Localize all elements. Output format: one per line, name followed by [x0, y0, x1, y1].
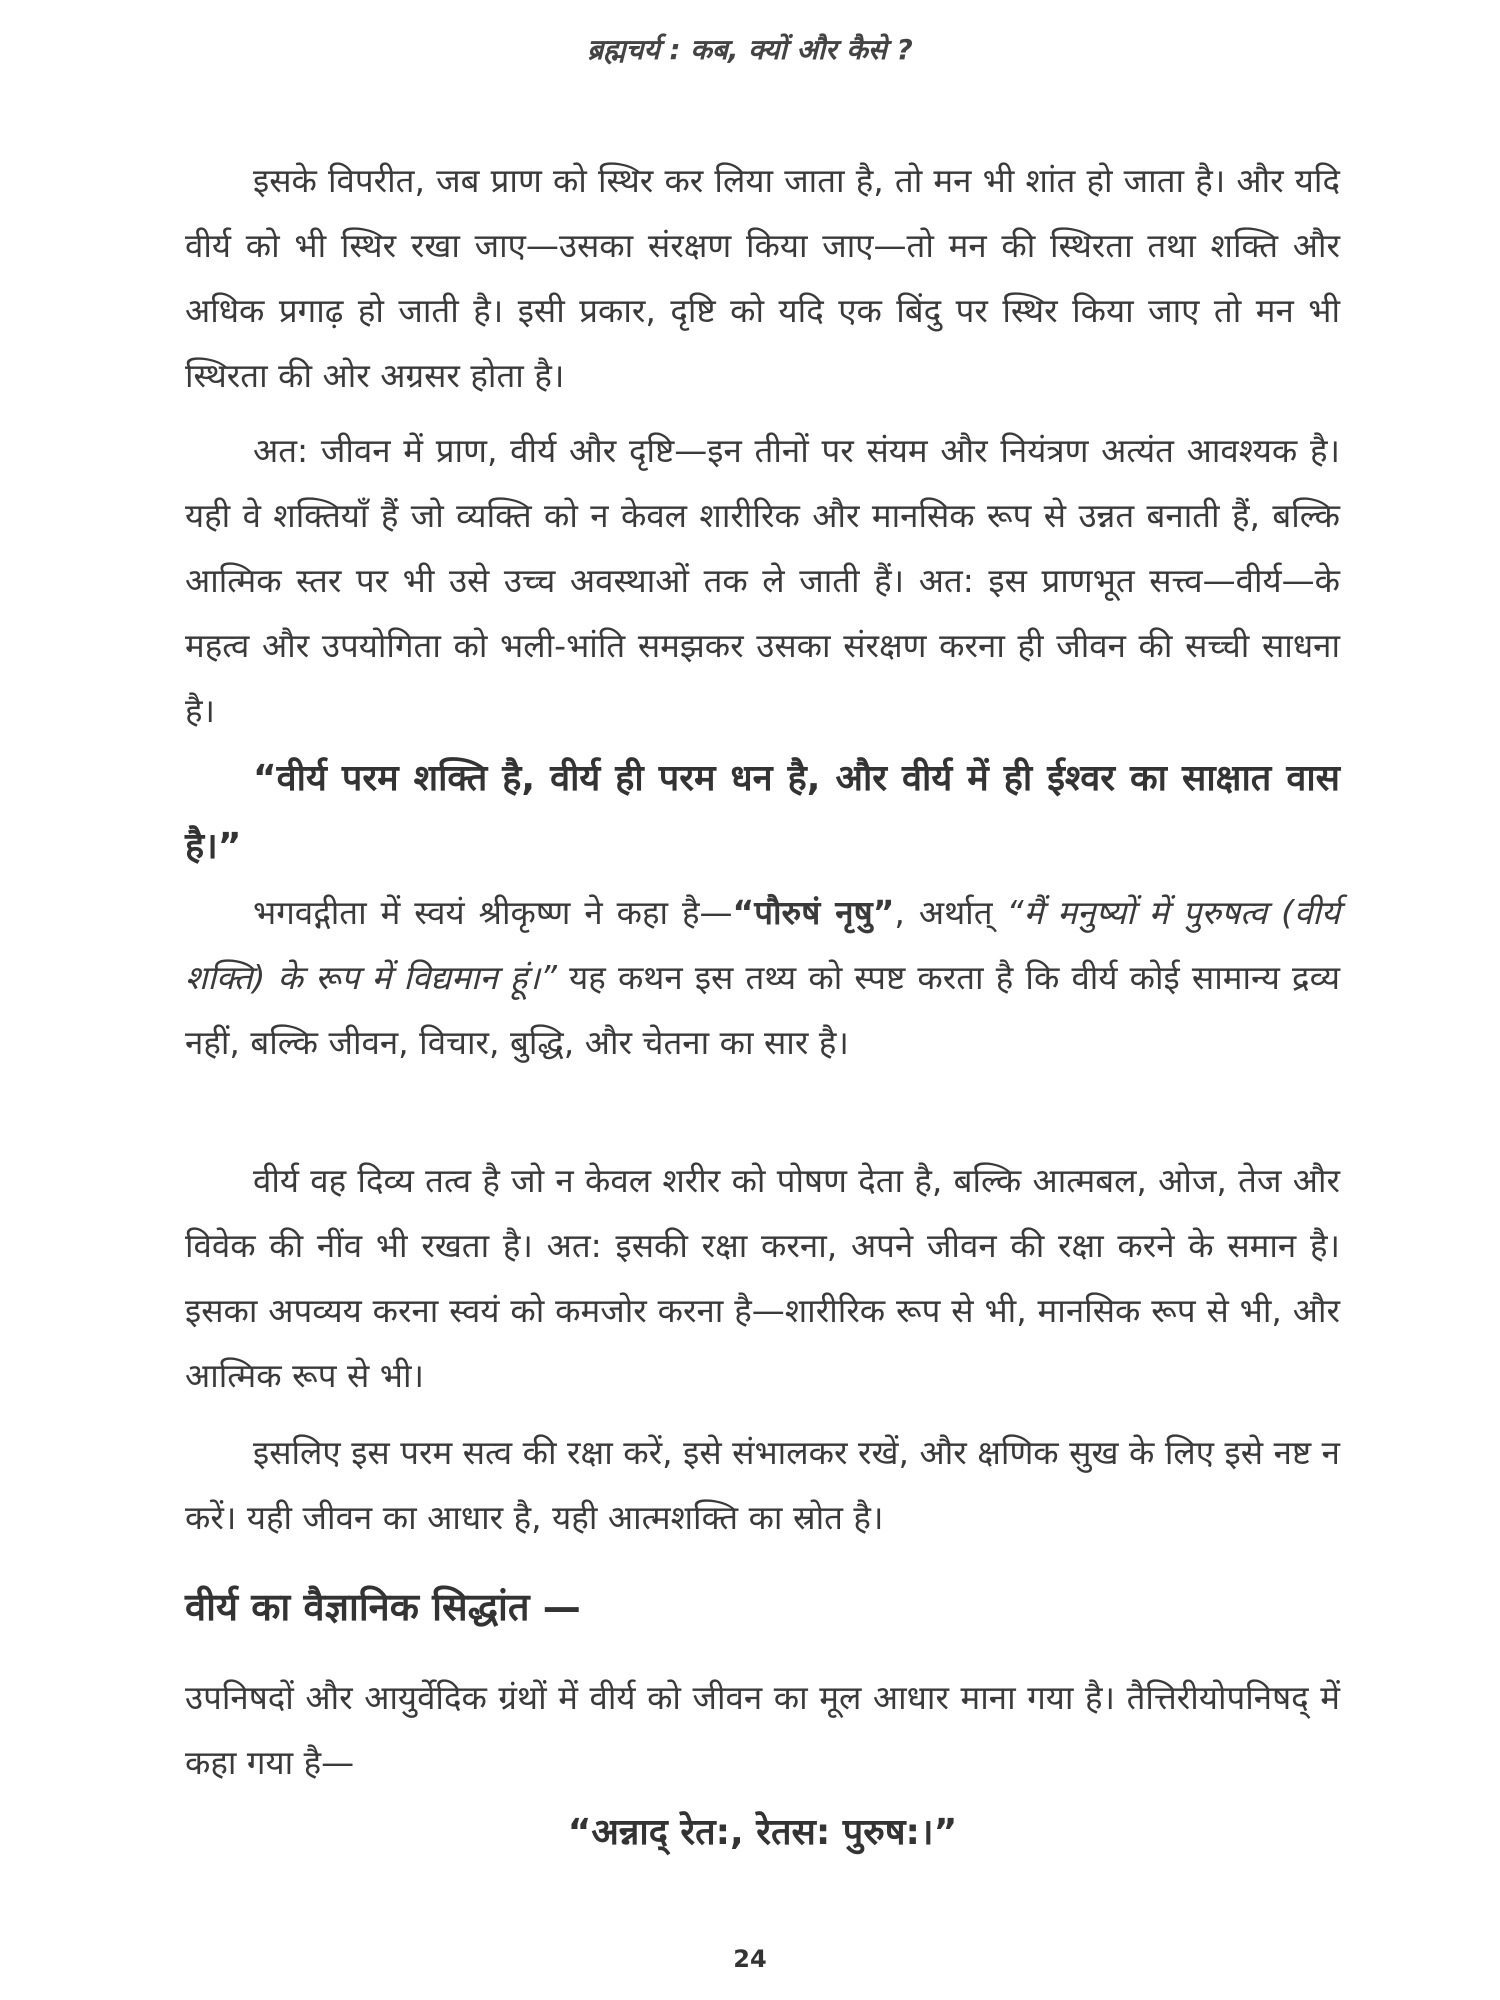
paragraph-1: इसके विपरीत, जब प्राण को स्थिर कर लिया जाता है, तो मन भी शांत हो जाता है। और यदि वीर्य को भी स्थिर रखा जाए—उसका संरक्षण किया जाए—तो मन की स्थिरता तथा शक्ति और अधिक प्रगाढ़ हो जाती है। इसी प्रकार, दृष्टि को यदि एक बिंदु पर स्थिर किया जाए तो मन भी स्थिरता की ओर अग्रसर होता है। — [185, 161, 1340, 395]
body-text-block-4 — [185, 880, 1340, 1075]
paragraph-5: वीर्य वह दिव्य तत्व है जो न केवल शरीर को पोषण देता है, बल्कि आत्मबल, ओज, तेज और विवेक की नींव भी रखता है। अत: इसकी रक्षा करना, अपने जीवन की रक्षा करने के समान है। इसका अपव्यय करना स्वयं को कमजोर करना है—शारीरिक रूप से भी, मानसिक रूप से भी, और आत्मिक रूप से भी। — [185, 1161, 1340, 1395]
paragraph-gita — [185, 880, 1340, 1075]
page-number: 24 — [733, 1945, 767, 1973]
gita-bold-phrase: “पौरुषं नृषु” — [732, 893, 895, 932]
body-text-block-6 — [185, 1420, 1340, 1550]
body-text-block-5 — [185, 1148, 1340, 1408]
gita-intro: भगवद्गीता में स्वयं श्रीकृष्ण ने कहा है— — [253, 893, 733, 932]
body-text-block-3 — [185, 745, 1340, 881]
running-head: ब्रह्मचर्य : कब, क्यों और कैसे ? — [587, 33, 913, 66]
gita-mid: , अर्थात् — [894, 893, 1007, 932]
gita-rest: यह कथन इस तथ्य को स्पष्ट करता है कि वीर्य कोई सामान्य द्रव्य नहीं, बल्कि जीवन, विचार, बुद्धि, और चेतना का सार है। — [185, 958, 1340, 1062]
sanskrit-quote-block — [185, 1800, 1340, 1865]
paragraph-6: इसलिए इस परम सत्व की रक्षा करें, इसे संभालकर रखें, और क्षणिक सुख के लिए इसे नष्ट न करें। यही जीवन का आधार है, यही आत्मशक्ति का स्रोत है। — [185, 1433, 1340, 1537]
section-heading: वीर्य का वैज्ञानिक सिद्धांत — — [185, 1585, 581, 1629]
bold-quote: “वीर्य परम शक्ति है, वीर्य ही परम धन है, और वीर्य में ही ईश्वर का साक्षात वास है।” — [185, 758, 1340, 867]
body-text-block-7 — [185, 1665, 1340, 1795]
section-heading-block — [185, 1575, 1340, 1640]
body-text-top — [185, 148, 1340, 408]
body-text-block-2 — [185, 418, 1340, 743]
section-paragraph: उपनिषदों और आयुर्वेदिक ग्रंथों में वीर्य को जीवन का मूल आधार माना गया है। तैत्तिरीयोपनिषद् में कहा गया है— — [185, 1678, 1340, 1782]
gita-italic-phrase: “मैं मनुष्यों में पुरुषत्व (वीर्य शक्ति) के रूप में विद्यमान हूं।” — [185, 893, 1340, 997]
paragraph-2: अत: जीवन में प्राण, वीर्य और दृष्टि—इन तीनों पर संयम और नियंत्रण अत्यंत आवश्यक है। यही वे शक्तियाँ हैं जो व्यक्ति को न केवल शारीरिक और मानसिक रूप से उन्नत बनाती हैं, बल्कि आत्मिक स्तर पर भी उसे उच्च अवस्थाओं तक ले जाती हैं। अत: इस प्राणभूत सत्त्व—वीर्य—के महत्व और उपयोगिता को भली-भांति समझकर उसका संरक्षण करना ही जीवन की सच्ची साधना है। — [185, 431, 1340, 730]
sanskrit-quote: “अन्नाद् रेत:, रेतस: पुरुष:।” — [567, 1812, 958, 1853]
